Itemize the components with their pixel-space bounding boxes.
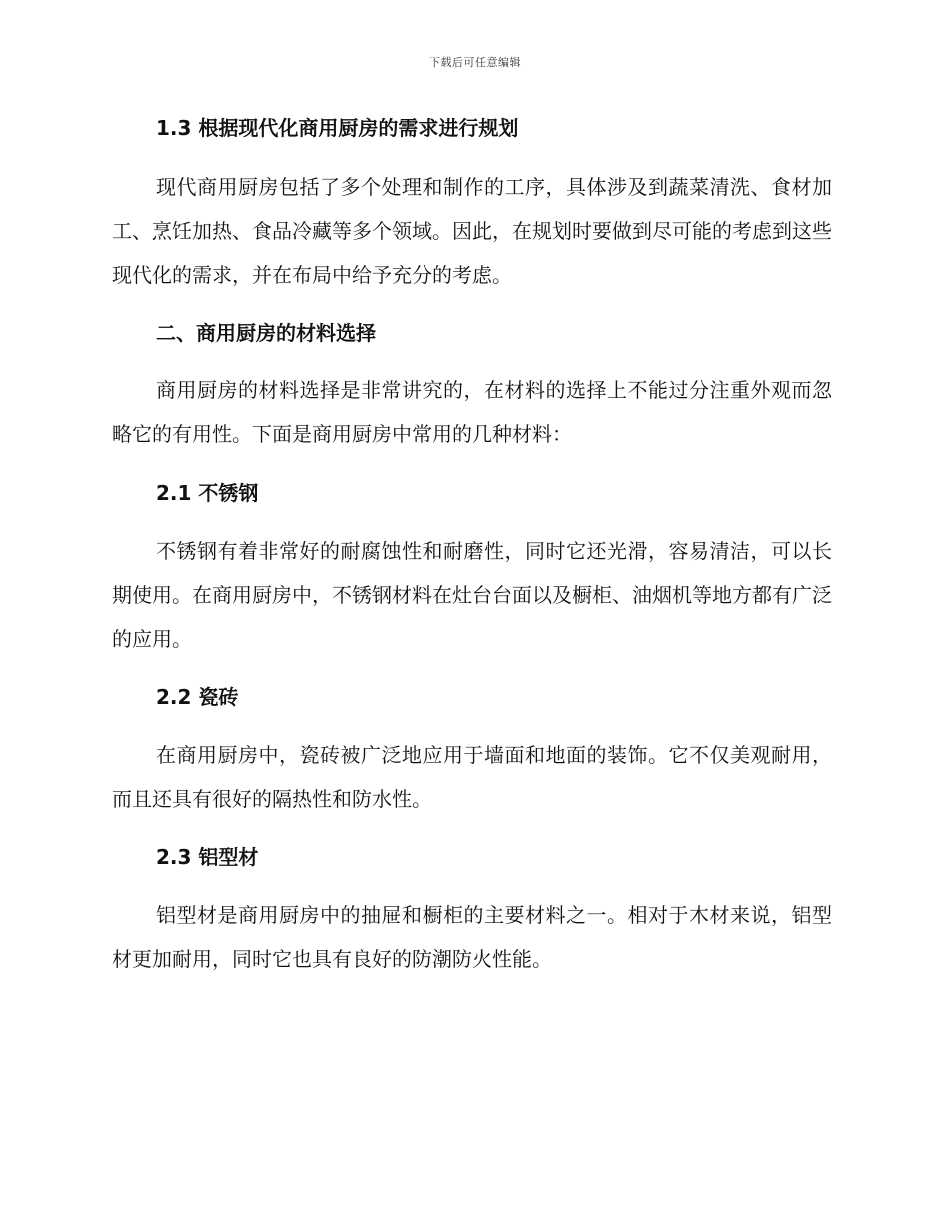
page-header-note: 下载后可任意编辑 [429,56,521,69]
section-heading-1-3: 1.3 根据现代化商用厨房的需求进行规划 [156,116,519,140]
section-heading-2: 二、商用厨房的材料选择 [156,321,376,345]
section-heading-2-2: 2.2 瓷砖 [156,685,239,709]
section-paragraph-1-3: 现代商用厨房包括了多个处理和制作的工序，具体涉及到蔬菜清洗、食材加工、烹饪加热、食品冷藏等多个领域。因此，在规划时要做到尽可能的考虑到这些现代化的需求，并在布局中给予充分的考虑。 [112,175,832,287]
section-paragraph-2-1: 不锈钢有着非常好的耐腐蚀性和耐磨性，同时它还光滑，容易清洁，可以长期使用。在商用厨房中，不锈钢材料在灶台台面以及橱柜、油烟机等地方都有广泛的应用。 [112,539,832,651]
section-heading-2-1: 2.1 不锈钢 [156,481,259,505]
section-heading-2-3: 2.3 铝型材 [156,845,259,869]
section-paragraph-2: 商用厨房的材料选择是非常讲究的，在材料的选择上不能过分注重外观而忽略它的有用性。下面是商用厨房中常用的几种材料： [112,378,832,446]
section-paragraph-2-3: 铝型材是商用厨房中的抽屉和橱柜的主要材料之一。相对于木材来说，铝型材更加耐用，同时它也具有良好的防潮防火性能。 [112,903,832,971]
section-paragraph-2-2: 在商用厨房中，瓷砖被广泛地应用于墙面和地面的装饰。它不仅美观耐用，而且还具有很好的隔热性和防水性。 [112,743,832,811]
